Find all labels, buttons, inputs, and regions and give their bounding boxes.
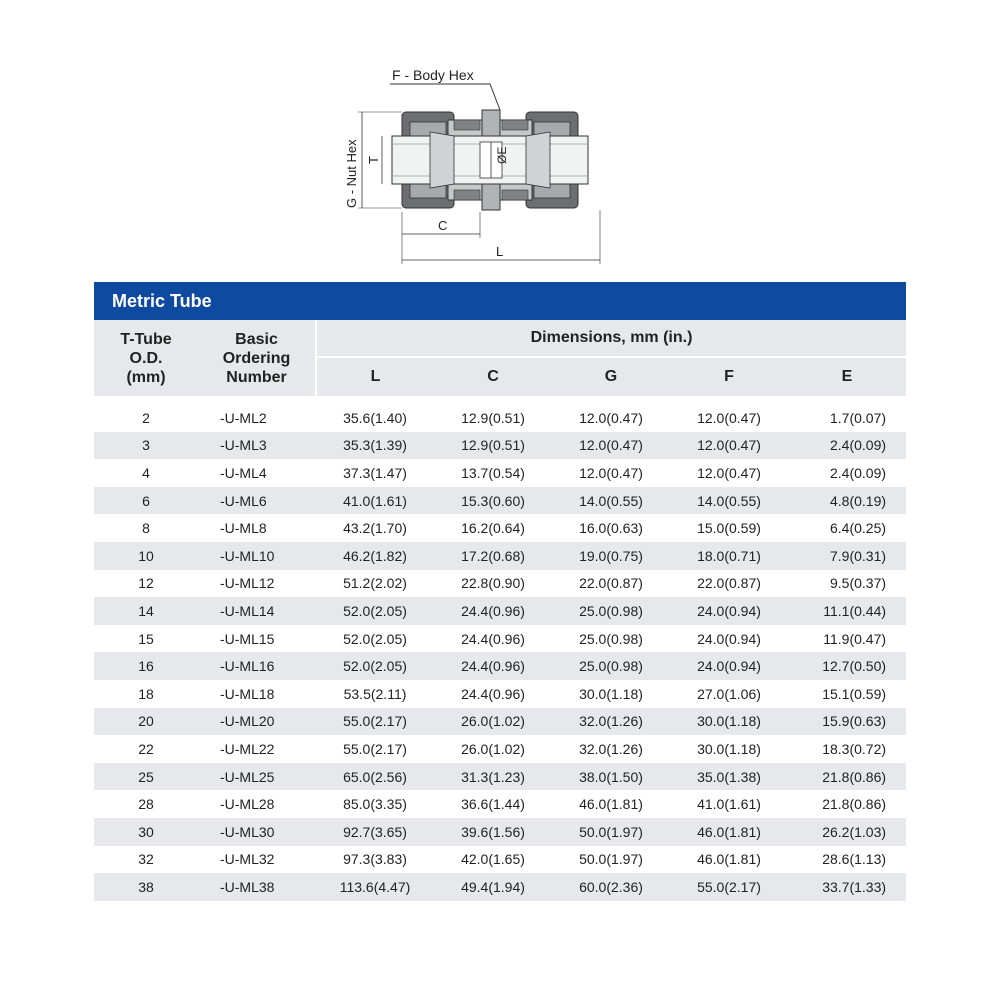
table-title: Metric Tube: [94, 282, 906, 320]
cell-l: 52.0(2.05): [316, 597, 434, 625]
cell-e: 11.1(0.44): [788, 597, 906, 625]
cell-f: 22.0(0.87): [697, 575, 761, 592]
cell-g: 38.0(1.50): [552, 763, 670, 791]
cell-e: 2.4(0.09): [788, 432, 906, 460]
cell-e: 7.9(0.31): [788, 542, 906, 570]
cell-c: 36.6(1.44): [461, 796, 525, 813]
cell-f: 41.0(1.61): [697, 796, 761, 813]
cell-e: 15.9(0.63): [788, 708, 906, 736]
table-row: [94, 432, 906, 460]
cell-ordering-number: -U-ML6: [198, 487, 316, 515]
cell-f: 24.0(0.94): [697, 630, 761, 647]
cell-c: 24.4(0.96): [461, 630, 525, 647]
cell-ordering-number: -U-ML4: [220, 464, 267, 481]
cell-e: 1.7(0.07): [829, 409, 887, 426]
header-col-f: F: [670, 357, 788, 396]
cell-g: 12.0(0.47): [579, 409, 643, 426]
cell-l: 35.3(1.39): [316, 432, 434, 460]
cell-tube-od: 22: [138, 740, 154, 757]
header-col-c: C: [434, 357, 552, 396]
table-row: [94, 570, 906, 598]
table-row: [94, 735, 906, 763]
cell-l: 113.6(4.47): [316, 873, 434, 901]
table-row: [94, 763, 906, 791]
cell-e: 12.7(0.50): [788, 652, 906, 680]
cell-l: 92.7(3.65): [316, 818, 434, 846]
table-row: [94, 873, 906, 901]
table-row: [94, 404, 906, 432]
cell-c: 42.0(1.65): [461, 851, 525, 868]
cell-f: 12.0(0.47): [697, 409, 761, 426]
header-dimensions: Dimensions, mm (in.): [316, 320, 906, 357]
cell-ordering-number: -U-ML28: [220, 796, 275, 813]
header-col-g: G: [552, 357, 670, 396]
cell-c: 24.4(0.96): [434, 597, 552, 625]
cell-f: 24.0(0.94): [670, 597, 788, 625]
cell-ordering-number: -U-ML22: [220, 740, 275, 757]
cell-e: 21.8(0.86): [822, 796, 887, 813]
cell-c: 24.4(0.96): [461, 685, 525, 702]
table-row: [94, 597, 906, 625]
table-row: [94, 625, 906, 653]
cell-e: 11.9(0.47): [823, 630, 887, 647]
cell-e: 9.5(0.37): [829, 575, 887, 592]
cell-c: 39.6(1.56): [434, 818, 552, 846]
cell-tube-od: 10: [94, 542, 198, 570]
table-row: [94, 459, 906, 487]
cell-l: 55.0(2.17): [316, 708, 434, 736]
cell-e: 28.6(1.13): [822, 851, 887, 868]
cell-l: 46.2(1.82): [316, 542, 434, 570]
cell-g: 50.0(1.97): [579, 851, 643, 868]
table-row: [94, 514, 906, 542]
cell-f: 30.0(1.18): [697, 740, 761, 757]
dimensions-table: [94, 320, 906, 901]
cell-ordering-number: -U-ML38: [198, 873, 316, 901]
table-row: [94, 487, 906, 515]
cell-ordering-number: -U-ML14: [198, 597, 316, 625]
cell-c: 15.3(0.60): [434, 487, 552, 515]
header-col-e: E: [788, 357, 906, 396]
cell-f: 14.0(0.55): [670, 487, 788, 515]
cell-tube-od: 30: [94, 818, 198, 846]
cell-f: 12.0(0.47): [670, 432, 788, 460]
cell-c: 17.2(0.68): [434, 542, 552, 570]
t-label: T: [366, 156, 381, 164]
cell-l: 85.0(3.35): [343, 796, 407, 813]
cell-g: 14.0(0.55): [552, 487, 670, 515]
cell-tube-od: 14: [94, 597, 198, 625]
cell-g: 25.0(0.98): [552, 597, 670, 625]
cell-ordering-number: -U-ML32: [220, 851, 275, 868]
cell-l: 97.3(3.83): [343, 851, 407, 868]
cell-tube-od: 3: [94, 432, 198, 460]
e-label: ØE: [495, 146, 509, 164]
cell-tube-od: 16: [94, 652, 198, 680]
l-label: L: [496, 244, 504, 259]
cell-l: 52.0(2.05): [316, 652, 434, 680]
cell-c: 49.4(1.94): [434, 873, 552, 901]
cell-l: 43.2(1.70): [343, 520, 407, 537]
cell-g: 25.0(0.98): [552, 652, 670, 680]
metric-tube-table: [94, 282, 906, 901]
cell-e: 21.8(0.86): [788, 763, 906, 791]
cell-tube-od: 4: [142, 464, 150, 481]
table-row: [94, 652, 906, 680]
cell-g: 32.0(1.26): [579, 740, 643, 757]
cell-tube-od: 2: [142, 409, 150, 426]
fitting-diagram: [330, 60, 630, 270]
union-fitting-drawing: [330, 60, 630, 270]
table-row: [94, 846, 906, 874]
cell-ordering-number: -U-ML25: [198, 763, 316, 791]
cell-f: 18.0(0.71): [670, 542, 788, 570]
cell-e: 26.2(1.03): [788, 818, 906, 846]
body-hex-label: F - Body Hex: [392, 67, 474, 83]
cell-ordering-number: -U-ML3: [198, 432, 316, 460]
cell-e: 2.4(0.09): [829, 464, 887, 481]
cell-tube-od: 38: [94, 873, 198, 901]
cell-f: 24.0(0.94): [670, 652, 788, 680]
cell-l: 65.0(2.56): [316, 763, 434, 791]
cell-g: 30.0(1.18): [579, 685, 643, 702]
cell-f: 12.0(0.47): [697, 464, 761, 481]
cell-c: 26.0(1.02): [461, 740, 525, 757]
cell-e: 6.4(0.25): [829, 520, 887, 537]
cell-g: 50.0(1.97): [552, 818, 670, 846]
cell-c: 13.7(0.54): [461, 464, 525, 481]
cell-g: 12.0(0.47): [579, 464, 643, 481]
cell-l: 53.5(2.11): [343, 685, 407, 702]
cell-tube-od: 12: [138, 575, 154, 592]
cell-tube-od: 8: [142, 520, 150, 537]
cell-g: 16.0(0.63): [579, 520, 643, 537]
cell-tube-od: 15: [138, 630, 154, 647]
nut-hex-label: G - Nut Hex: [344, 139, 359, 208]
cell-f: 15.0(0.59): [697, 520, 761, 537]
cell-f: 35.0(1.38): [670, 763, 788, 791]
cell-g: 60.0(2.36): [552, 873, 670, 901]
cell-g: 12.0(0.47): [552, 432, 670, 460]
cell-l: 35.6(1.40): [343, 409, 407, 426]
table-row: [94, 708, 906, 736]
cell-g: 32.0(1.26): [552, 708, 670, 736]
cell-tube-od: 32: [138, 851, 154, 868]
cell-ordering-number: -U-ML15: [220, 630, 275, 647]
cell-f: 55.0(2.17): [670, 873, 788, 901]
cell-tube-od: 28: [138, 796, 154, 813]
header-col-l: L: [316, 357, 434, 396]
header-ordering-number: Basic Ordering Number: [198, 320, 316, 396]
cell-g: 22.0(0.87): [579, 575, 643, 592]
cell-f: 27.0(1.06): [697, 685, 761, 702]
cell-g: 19.0(0.75): [552, 542, 670, 570]
cell-c: 12.9(0.51): [461, 409, 525, 426]
c-label: C: [438, 218, 448, 233]
cell-tube-od: 18: [138, 685, 154, 702]
cell-tube-od: 20: [94, 708, 198, 736]
table-row: [94, 680, 906, 708]
cell-l: 41.0(1.61): [316, 487, 434, 515]
table-row: [94, 790, 906, 818]
cell-ordering-number: -U-ML30: [198, 818, 316, 846]
cell-ordering-number: -U-ML8: [220, 520, 267, 537]
cell-c: 24.4(0.96): [434, 652, 552, 680]
cell-g: 25.0(0.98): [579, 630, 643, 647]
cell-ordering-number: -U-ML10: [198, 542, 316, 570]
cell-e: 18.3(0.72): [822, 740, 887, 757]
cell-c: 12.9(0.51): [434, 432, 552, 460]
cell-e: 15.1(0.59): [822, 685, 887, 702]
cell-c: 31.3(1.23): [434, 763, 552, 791]
table-row: [94, 542, 906, 570]
cell-tube-od: 6: [94, 487, 198, 515]
cell-l: 37.3(1.47): [343, 464, 407, 481]
cell-c: 16.2(0.64): [461, 520, 525, 537]
cell-ordering-number: -U-ML18: [220, 685, 275, 702]
cell-e: 4.8(0.19): [788, 487, 906, 515]
cell-f: 46.0(1.81): [670, 818, 788, 846]
cell-l: 52.0(2.05): [343, 630, 407, 647]
cell-c: 22.8(0.90): [461, 575, 525, 592]
cell-ordering-number: -U-ML20: [198, 708, 316, 736]
table-row: [94, 818, 906, 846]
cell-ordering-number: -U-ML2: [220, 409, 267, 426]
cell-l: 55.0(2.17): [343, 740, 407, 757]
cell-l: 51.2(2.02): [343, 575, 407, 592]
cell-g: 46.0(1.81): [579, 796, 643, 813]
cell-ordering-number: -U-ML12: [220, 575, 275, 592]
cell-ordering-number: -U-ML16: [198, 652, 316, 680]
cell-e: 33.7(1.33): [788, 873, 906, 901]
cell-f: 46.0(1.81): [697, 851, 761, 868]
header-tube-od: T-Tube O.D. (mm): [94, 320, 198, 396]
cell-c: 26.0(1.02): [434, 708, 552, 736]
cell-f: 30.0(1.18): [670, 708, 788, 736]
cell-tube-od: 25: [94, 763, 198, 791]
